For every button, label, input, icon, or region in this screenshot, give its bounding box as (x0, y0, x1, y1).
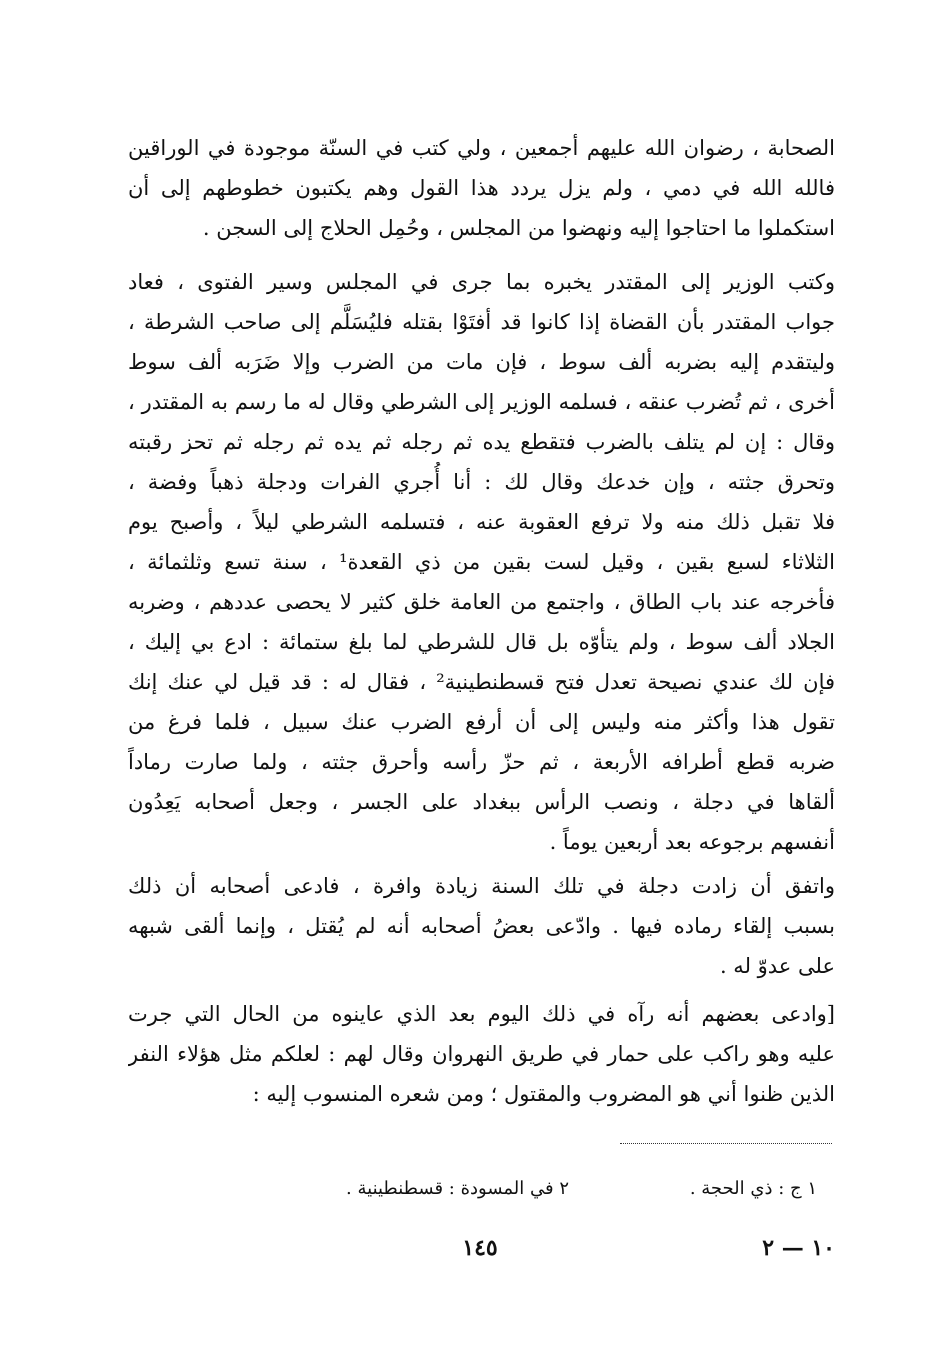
text-line: الصحابة ، رضوان الله عليهم أجمعين ، ولي كتب في السنّة موجودة في الوراقين (128, 136, 835, 160)
text-line: فأخرجه عند باب الطاق ، واجتمع من العامة خلق كثير لا يحصى عددهم ، وضربه (128, 590, 835, 614)
text-line: جواب المقتدر بأن القضاة إذا كانوا قد أفتَوْا بقتله فليُسَلَّم إلى صاحب الشرطة ، (128, 310, 835, 334)
paragraph-2 (128, 262, 835, 862)
footnote-2: ٢ في المسودة : قسطنطينية . (346, 1178, 569, 1199)
text-line: ألقاها في دجلة ، ونصب الرأس ببغداد على الجسر ، وجعل أصحابه يَعِدُون (128, 790, 835, 814)
signature-mark: ١٠ — ٢ (762, 1235, 835, 1261)
text-line: بسبب إلقاء رماده فيها . وادّعى بعضُ أصحابه أنه لم يُقتل ، وإنما ألقى شبهه (128, 914, 835, 938)
text-line: الجلاد ألف سوط ، ولم يتأوّه بل قال للشرطي لما بلغ ستمائة : ادع بي إليك ، (128, 630, 835, 654)
text-line: وتحرق جثته ، وإن خدعك وقال لك : أنا أُجري الفرات ودجلة ذهباً وفضة ، (128, 470, 835, 494)
text-line: فإن لك عندي نصيحة تعدل فتح قسطنطينية² ، فقال له : قد قيل لي عنك إنك (128, 670, 835, 694)
text-line: فالله الله في دمي ، ولم يزل يردد هذا القول وهم يكتبون خطوطهم إلى أن (128, 176, 835, 200)
footnote-1: ١ ج : ذي الحجة . (689, 1178, 817, 1199)
text-line: على عدوّ له . (719, 954, 835, 978)
footnote-separator (620, 1143, 832, 1144)
text-line: وقال : إن لم يتلف بالضرب فتقطع يده ثم رجله ثم يده ثم رجله ثم تحز رقبته (128, 430, 835, 454)
text-line: عليه وهو راكب على حمار في طريق النهروان وقال لهم : لعلكم مثل هؤلاء النفر (128, 1042, 835, 1066)
text-line: ضربه قطع أطرافه الأربعة ، ثم حزّ رأسه وأحرق جثته ، ولما صارت رماداً (128, 750, 835, 774)
text-line: أخرى ، ثم تُضرب عنقه ، فسلمه الوزير إلى الشرطي وقال له ما رسم به المقتدر ، (128, 390, 835, 414)
paragraph-1 (128, 128, 835, 248)
text-line: الذين ظنوا أني هو المضروب والمقتول ؛ ومن شعره المنسوب إليه : (252, 1082, 835, 1106)
text-line: استكملوا ما احتاجوا إليه ونهضوا من المجلس ، وحُمِل الحلاج إلى السجن . (202, 216, 835, 240)
text-line: واتفق أن زادت دجلة في تلك السنة زيادة وافرة ، فادعى أصحابه أن ذلك (128, 874, 835, 898)
text-line: الثلاثاء لسبع بقين ، وقيل لست بقين من ذي القعدة¹ ، سنة تسع وثلثمائة ، (128, 550, 835, 574)
text-line: تقول هذا وأكثر منه وليس إلى أن أرفع الضرب عنك سبيل ، فلما فرغ من (128, 710, 835, 734)
text-line: وكتب الوزير إلى المقتدر يخبره بما جرى في المجلس وسير الفتوى ، فعاد (128, 270, 835, 294)
text-line: وليتقدم إليه بضربه ألف سوط ، فإن مات من الضرب وإلا ضَرَبه ألف سوط (128, 350, 835, 374)
paragraph-4 (128, 994, 835, 1114)
text-line: [وادعى بعضهم أنه رآه في ذلك اليوم بعد الذي عاينوه من الحال التي جرت (128, 1002, 835, 1026)
paragraph-3 (128, 866, 835, 986)
text-line: فلا تقبل ذلك منه ولا ترفع العقوبة عنه ، فتسلمه الشرطي ليلاً ، وأصبح يوم (128, 510, 835, 534)
page-number: ١٤٥ (462, 1235, 498, 1261)
text-line: أنفسهم برجوعه بعد أربعين يوماً . (549, 830, 835, 854)
